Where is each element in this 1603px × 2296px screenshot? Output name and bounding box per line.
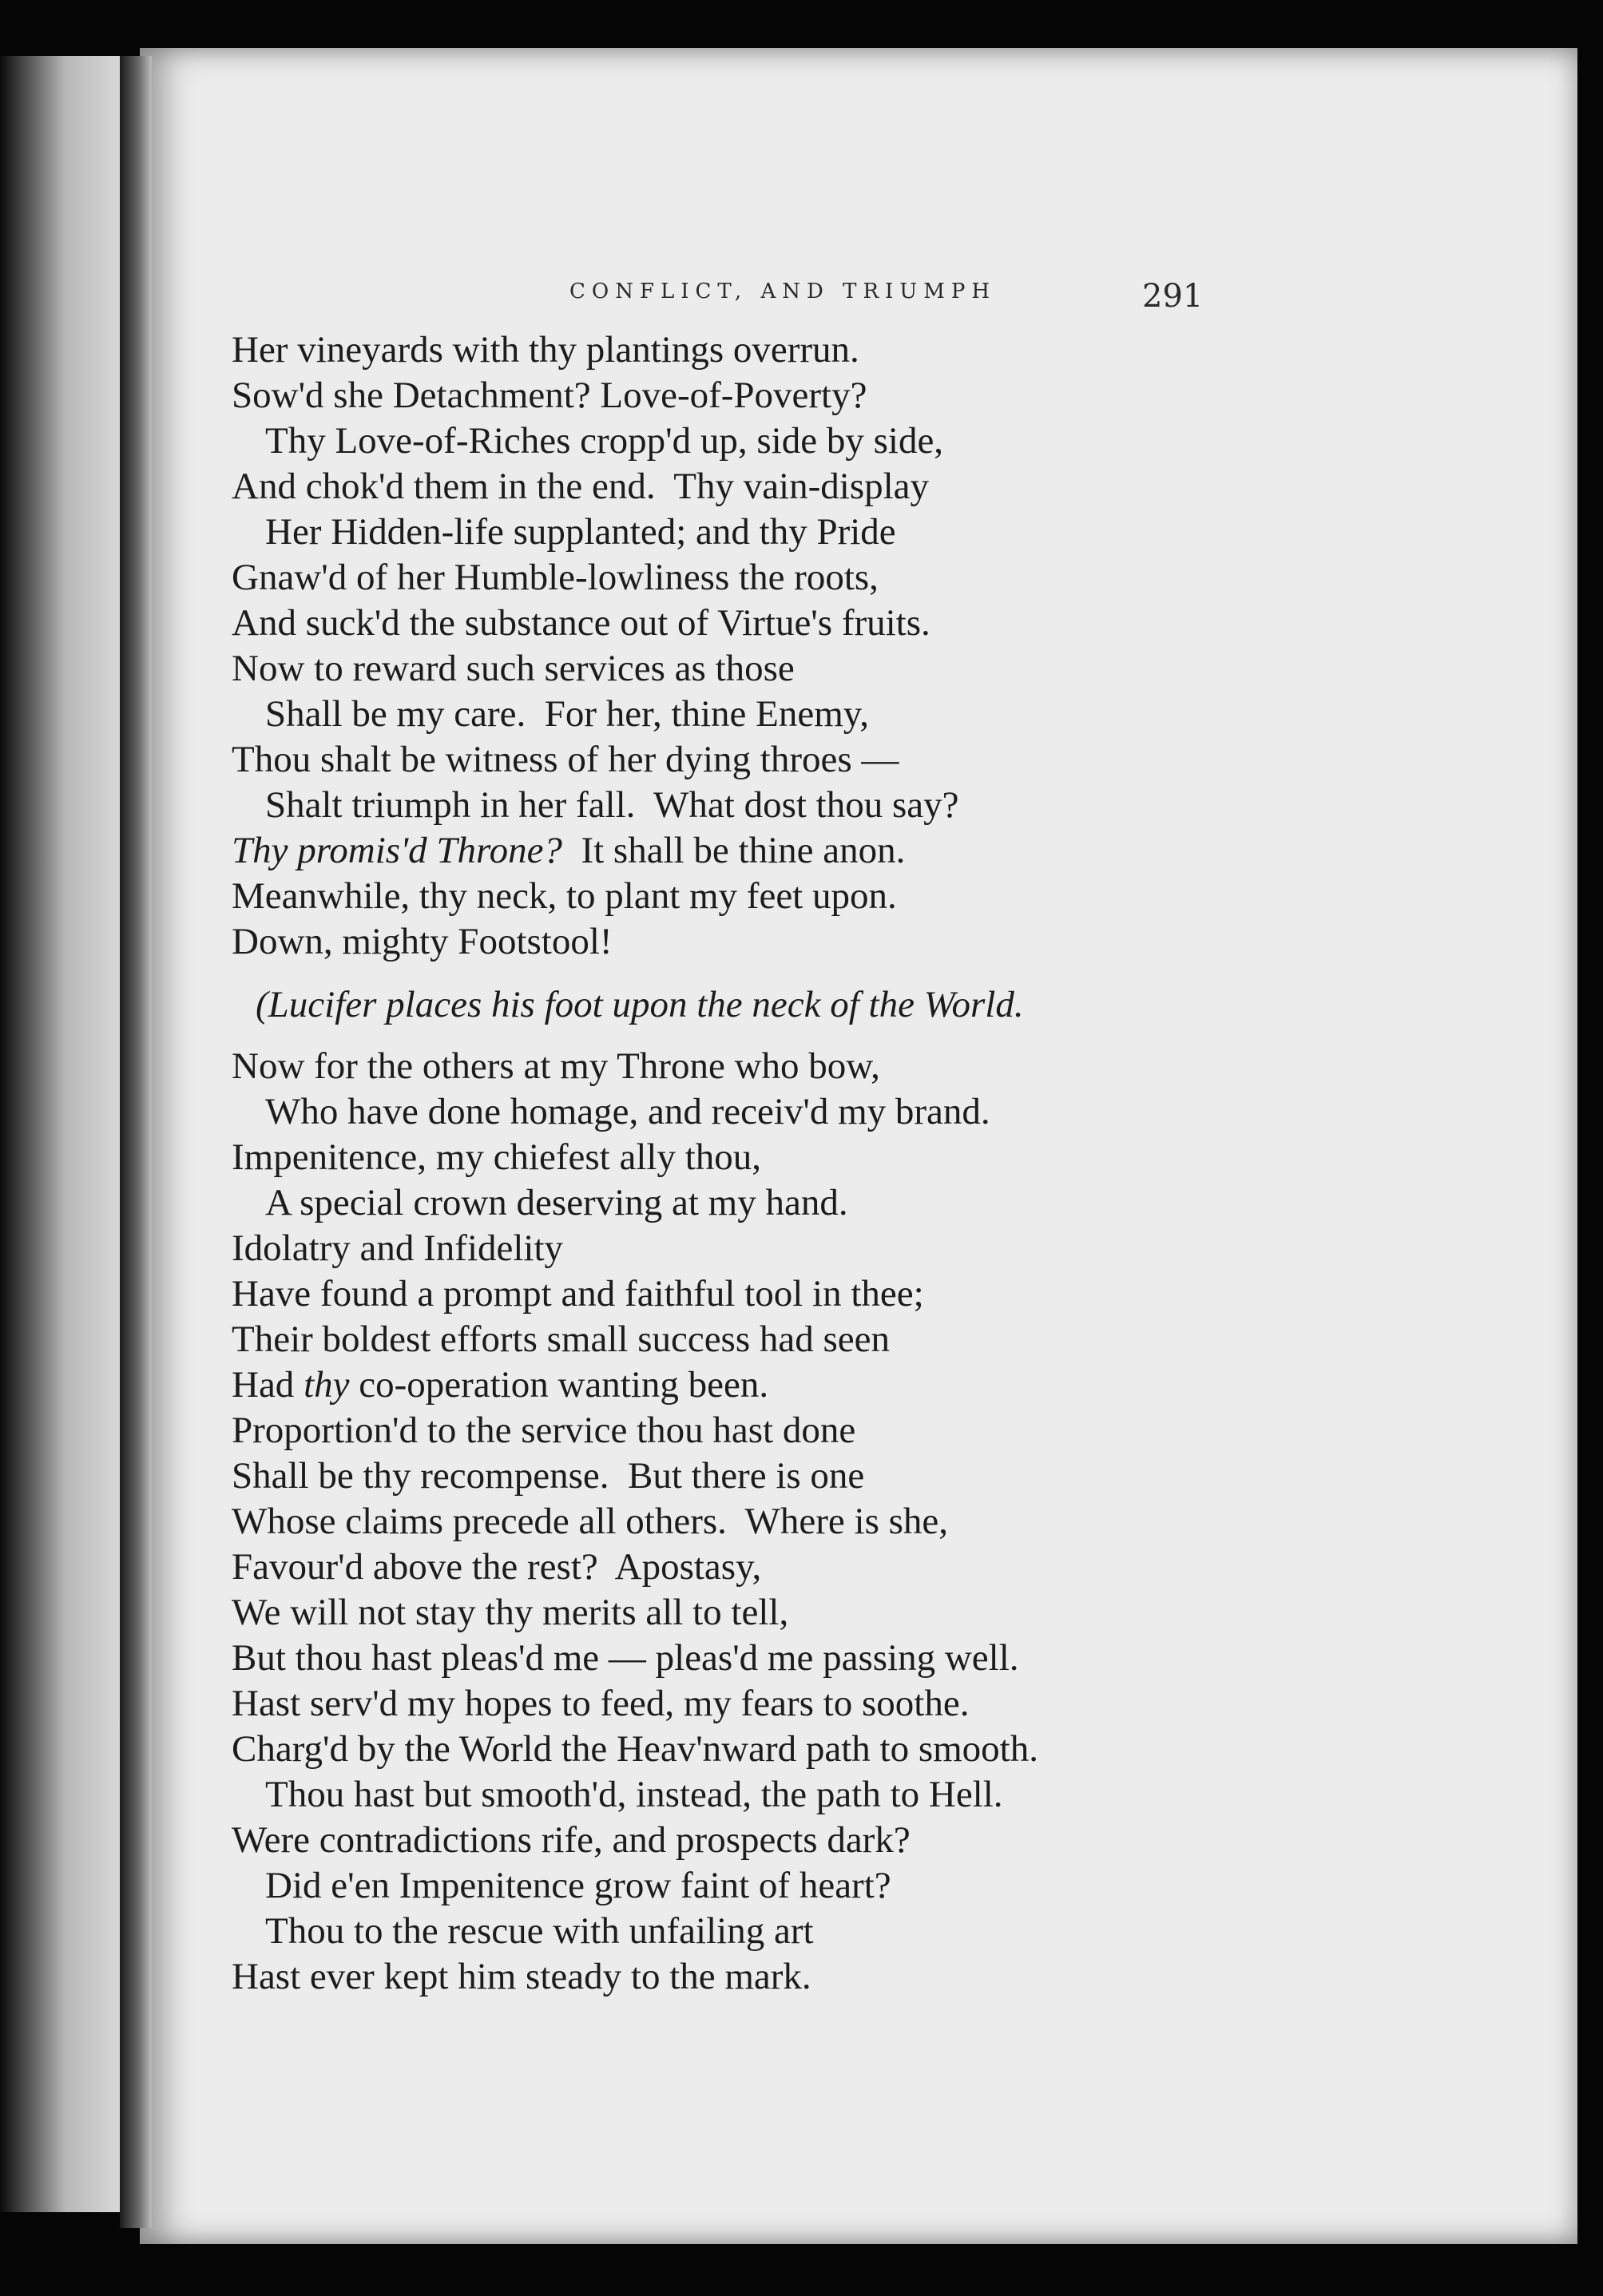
verse-line: Whose claims precede all others. Where is she, (232, 1501, 949, 1542)
verse-line: Gnaw'd of her Humble-lowliness the roots, (232, 557, 879, 598)
verse-line: Now for the others at my Throne who bow, (232, 1045, 880, 1087)
verse-line: We will not stay thy merits all to tell, (232, 1592, 789, 1633)
stage-direction: (Lucifer places his foot upon the neck of the World. (256, 984, 1024, 1025)
verse-line: Shalt triumph in her fall. What dost thou say? (265, 784, 959, 826)
verse-block-c (232, 1044, 1510, 1362)
verse-line: Have found a prompt and faithful tool in thee; (232, 1273, 924, 1315)
verse-line: Their boldest efforts small success had seen (232, 1319, 891, 1360)
verse-line: Proportion'd to the service thou hast done (232, 1410, 856, 1451)
verse-line: Meanwhile, thy neck, to plant my feet upon. (232, 875, 897, 917)
verse-line: Her vineyards with thy plantings overrun. (232, 329, 859, 371)
running-head: CONFLICT, AND TRIUMPH (569, 280, 996, 303)
verse-line: Did e'en Impenitence grow faint of heart? (265, 1865, 891, 1906)
verse-italic-word: thy (304, 1364, 350, 1406)
verse-block-a (232, 327, 1510, 828)
verse-line: Shall be thy recompense. But there is one (232, 1455, 865, 1497)
verse-line: Hast serv'd my hopes to feed, my fears to soothe. (232, 1683, 970, 1724)
verse-line: Charg'd by the World the Heav'nward path to smooth. (232, 1728, 1038, 1770)
verse-line: Idolatry and Infidelity (232, 1227, 564, 1269)
verse-line-rest: co-operation wanting been. (349, 1364, 769, 1406)
book-spine (120, 56, 152, 2228)
verse-line: Down, mighty Footstool! (232, 921, 613, 962)
verse-line: Hast ever kept him steady to the mark. (232, 1956, 811, 1997)
verse-block-d (232, 1408, 1510, 2000)
verse-line: But thou hast pleas'd me — pleas'd me passing well. (232, 1637, 1019, 1679)
verse-line-start: Had (232, 1364, 304, 1406)
verse-italic-phrase: Thy promis'd Throne? (232, 830, 562, 871)
verse-line: Thy Love-of-Riches cropp'd up, side by side, (265, 420, 944, 462)
verse-line: And suck'd the substance out of Virtue's fruits. (232, 602, 930, 644)
verse-line: Thou shalt be witness of her dying throes — (232, 739, 899, 780)
verse-line: Now to reward such services as those (232, 648, 795, 689)
verse-line: Who have done homage, and receiv'd my brand. (265, 1091, 990, 1132)
verse-line: Shall be my care. For her, thine Enemy, (265, 693, 869, 735)
verse-line (232, 828, 1510, 874)
verse-line: A special crown deserving at my hand. (265, 1182, 848, 1223)
verse-block-b (232, 874, 1510, 965)
page-number: 291 (1142, 278, 1204, 315)
verse-line: Favour'd above the rest? Apostasy, (232, 1546, 762, 1588)
verse-line: Thou to the rescue with unfailing art (265, 1910, 814, 1952)
verse-text (232, 327, 1510, 2000)
verse-line: Thou hast but smooth'd, instead, the path to Hell. (265, 1774, 1003, 1815)
verse-line: Her Hidden-life supplanted; and thy Pride (265, 511, 896, 553)
verse-line: Sow'd she Detachment? Love-of-Poverty? (232, 375, 867, 416)
verse-line: And chok'd them in the end. Thy vain-display (232, 466, 930, 507)
left-page-edge (0, 56, 120, 2212)
verse-line: Were contradictions rife, and prospects dark? (232, 1819, 911, 1861)
verse-line (232, 1362, 1510, 1408)
verse-line-rest: It shall be thine anon. (561, 830, 906, 871)
verse-line: Impenitence, my chiefest ally thou, (232, 1136, 762, 1178)
